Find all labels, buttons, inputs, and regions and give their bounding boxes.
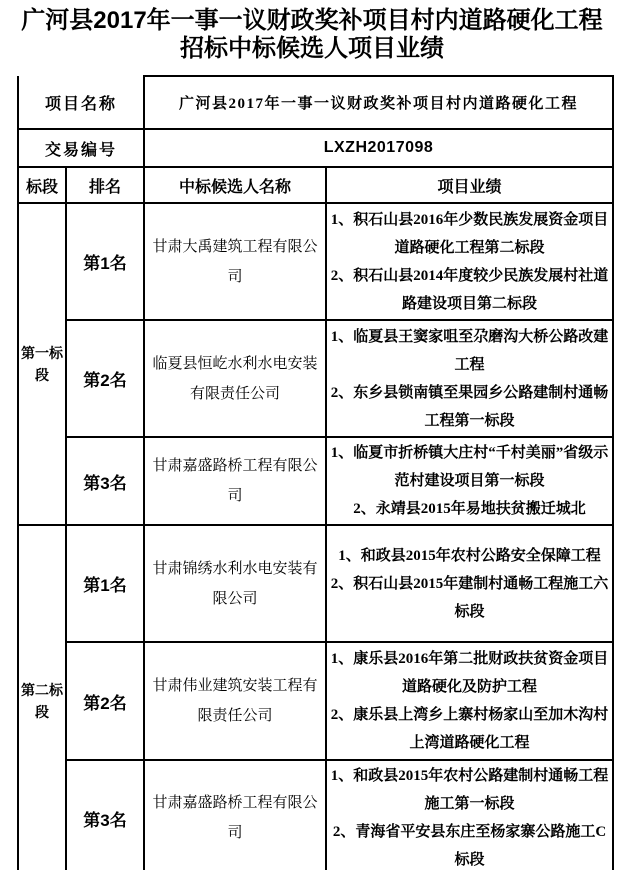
candidate-cell: 甘肃大禹建筑工程有限公司 (144, 203, 326, 320)
project-name-value: 广河县2017年一事一议财政奖补项目村内道路硬化工程 (144, 76, 613, 129)
header-rank: 排名 (66, 167, 144, 203)
table-row (18, 437, 613, 525)
performance-cell (326, 642, 613, 760)
performance-item: 2、积石山县2014年度较少民族发展村社道路建设项目第二标段 (330, 267, 609, 312)
project-name-row (18, 76, 613, 129)
document-title-line2: 招标中标候选人项目业绩 (180, 35, 444, 62)
table-row (18, 203, 613, 320)
performance-cell (326, 437, 613, 525)
document-title-line1: 广河县2017年一事一议财政奖补项目村内道路硬化工程 (21, 7, 603, 34)
section-2-label: 第二标段 (18, 525, 66, 870)
performance-cell (326, 525, 613, 642)
performance-item: 1、康乐县2016年第二批财政扶贫资金项目道路硬化及防护工程 (330, 651, 609, 695)
table-row (18, 525, 613, 642)
rank-cell: 第3名 (66, 760, 144, 870)
rank-cell: 第2名 (66, 642, 144, 760)
project-name-label: 项目名称 (18, 76, 144, 129)
candidate-cell: 甘肃嘉盛路桥工程有限公司 (144, 437, 326, 525)
rank-cell: 第1名 (66, 203, 144, 320)
performance-item: 1、临夏市折桥镇大庄村“千村美丽”省级示范村建设项目第一标段 (330, 445, 609, 489)
document-title (0, 0, 624, 63)
candidate-cell: 甘肃锦绣水利水电安装有限公司 (144, 525, 326, 642)
performance-cell (326, 203, 613, 320)
performance-cell (326, 760, 613, 870)
candidate-cell: 甘肃嘉盛路桥工程有限公司 (144, 760, 326, 870)
performance-item: 2、永靖县2015年易地扶贫搬迁城北 (353, 501, 586, 517)
performance-item: 2、东乡县锁南镇至果园乡公路建制村通畅工程第一标段 (330, 384, 609, 429)
performance-item: 1、临夏县王窦家咀至尕磨沟大桥公路改建工程 (330, 328, 609, 373)
header-candidate: 中标候选人名称 (144, 167, 326, 203)
table-header-row (18, 167, 613, 203)
rank-cell: 第3名 (66, 437, 144, 525)
rank-cell: 第2名 (66, 320, 144, 437)
trade-no-row (18, 129, 613, 167)
performance-item: 1、和政县2015年农村公路建制村通畅工程施工第一标段 (330, 768, 609, 812)
bid-candidates-table (17, 75, 614, 870)
table-row (18, 760, 613, 870)
candidate-cell: 临夏县恒屹水利水电安装有限责任公司 (144, 320, 326, 437)
header-performance: 项目业绩 (326, 167, 613, 203)
performance-item: 2、积石山县2015年建制村通畅工程施工六标段 (330, 575, 609, 620)
candidate-cell: 甘肃伟业建筑安装工程有限责任公司 (144, 642, 326, 760)
trade-no-label: 交易编号 (18, 129, 144, 167)
header-section: 标段 (18, 167, 66, 203)
table-row (18, 642, 613, 760)
performance-item: 1、和政县2015年农村公路安全保障工程 (338, 547, 601, 564)
performance-item: 1、积石山县2016年少数民族发展资金项目道路硬化工程第二标段 (330, 211, 609, 256)
table-row (18, 320, 613, 437)
performance-item: 2、青海省平安县东庄至杨家寨公路施工C标段 (332, 824, 607, 868)
section-1-label: 第一标段 (18, 203, 66, 525)
trade-no-value: LXZH2017098 (144, 129, 613, 167)
rank-cell: 第1名 (66, 525, 144, 642)
performance-item: 2、康乐县上湾乡上寨村杨家山至加木沟村上湾道路硬化工程 (330, 707, 609, 751)
performance-cell (326, 320, 613, 437)
